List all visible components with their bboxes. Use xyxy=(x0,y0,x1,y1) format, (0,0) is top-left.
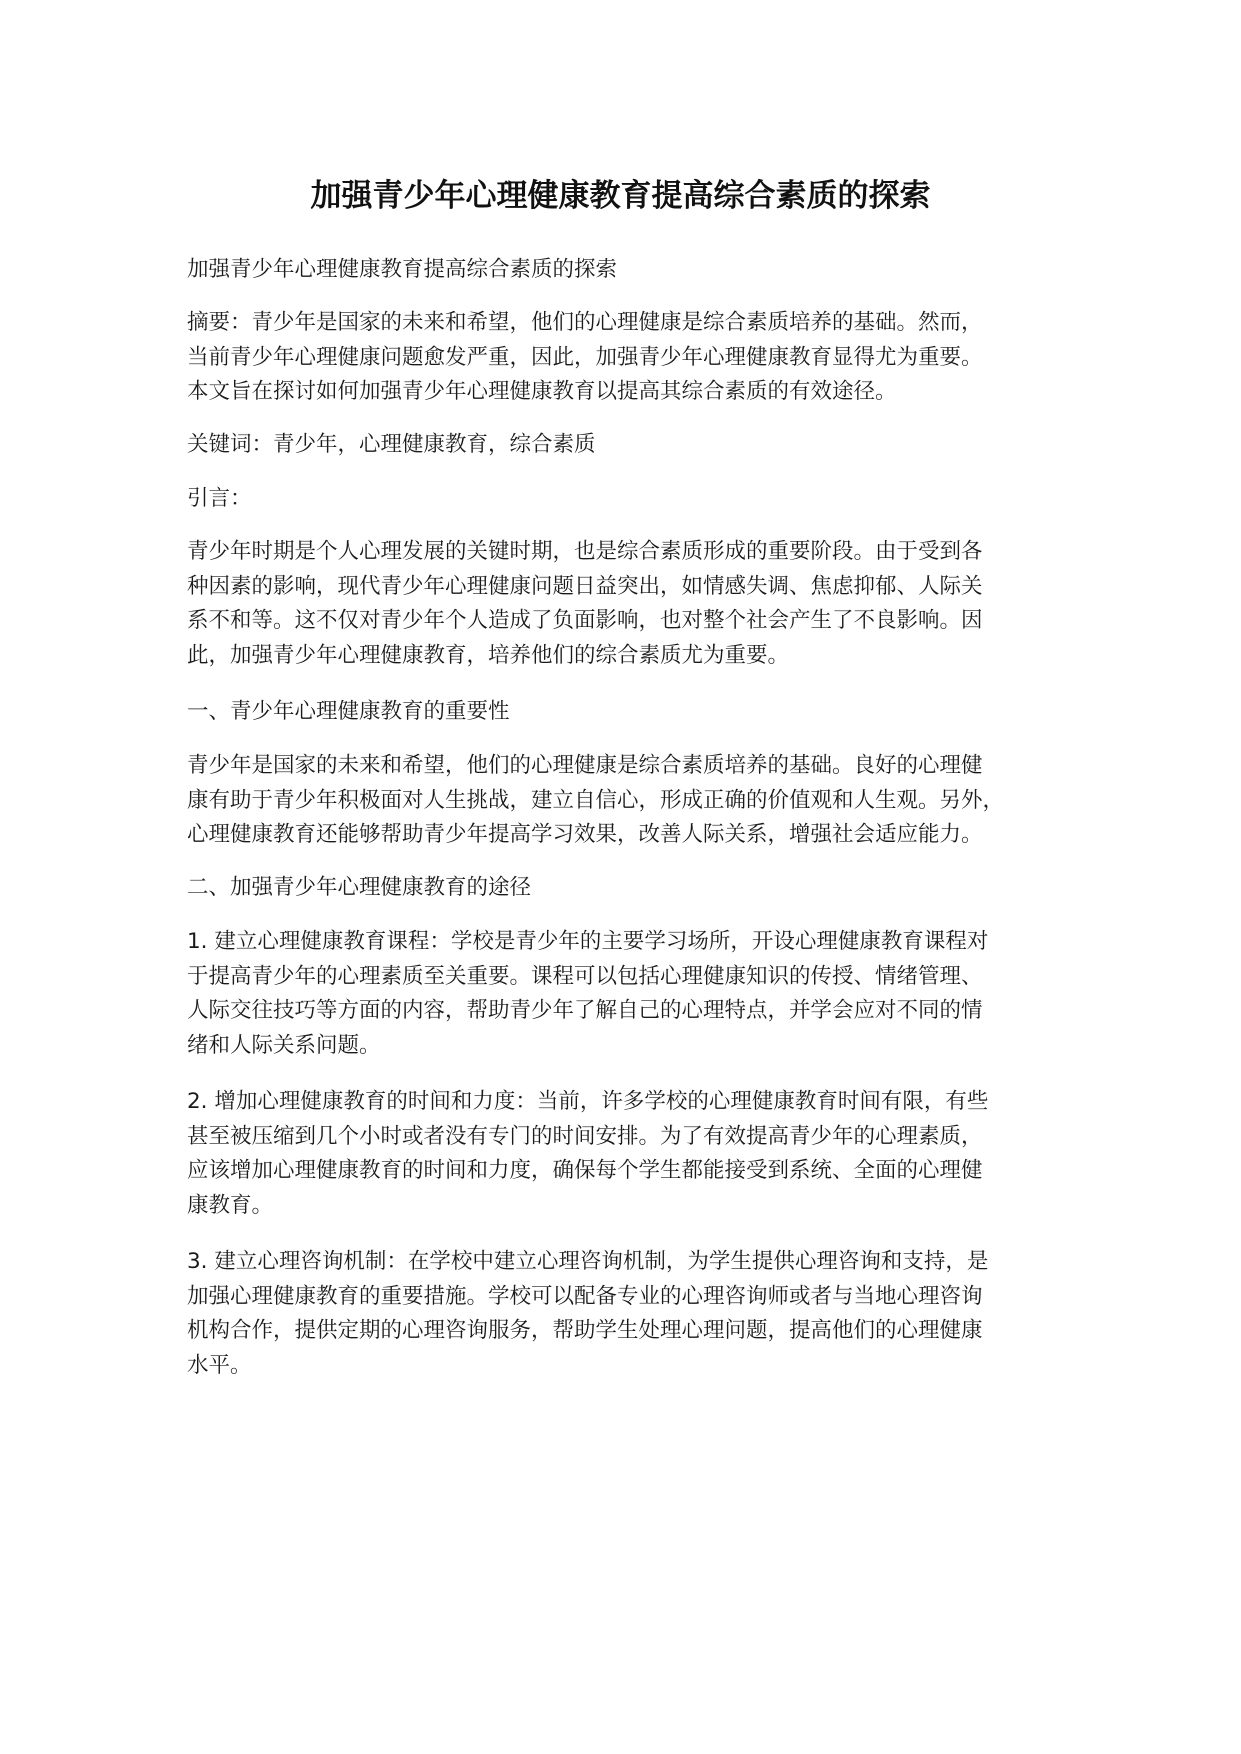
list-item-line: 加强心理健康教育的重要措施。学校可以配备专业的心理咨询师或者与当地心理咨询 xyxy=(187,1283,983,1309)
subtitle-line: 加强青少年心理健康教育提高综合素质的探索 xyxy=(187,257,618,282)
list-item-line: 应该增加心理健康教育的时间和力度，确保每个学生都能接受到系统、全面的心理健 xyxy=(187,1158,983,1183)
list-item-line: 机构合作，提供定期的心理咨询服务，帮助学生处理心理问题，提高他们的心理健康 xyxy=(187,1318,983,1343)
intro-line: 青少年时期是个人心理发展的关键时期，也是综合素质形成的重要阶段。由于受到各 xyxy=(187,539,983,564)
list-item-line: 人际交往技巧等方面的内容，帮助青少年了解自己的心理特点，并学会应对不同的情 xyxy=(187,998,983,1023)
list-item-1 xyxy=(187,925,1067,1063)
document-title: 加强青少年心理健康教育提高综合素质的探索 xyxy=(310,178,931,214)
section2-heading xyxy=(187,871,1067,906)
section1-heading xyxy=(187,695,1067,730)
list-item-line: 绪和人际关系问题。 xyxy=(187,1032,381,1058)
section2-heading-text: 二、加强青少年心理健康教育的途径 xyxy=(187,875,532,900)
intro-paragraph xyxy=(187,535,1067,673)
abstract-line: 摘要：青少年是国家的未来和希望，他们的心理健康是综合素质培养的基础。然而， xyxy=(187,310,983,335)
list-item-line: 2. 增加心理健康教育的时间和力度：当前，许多学校的心理健康教育时间有限，有些 xyxy=(187,1089,989,1114)
abstract-line: 当前青少年心理健康问题愈发严重，因此，加强青少年心理健康教育显得尤为重要。 xyxy=(187,344,983,370)
abstract-line: 本文旨在探讨如何加强青少年心理健康教育以提高其综合素质的有效途径。 xyxy=(187,379,897,404)
list-item-2 xyxy=(187,1085,1067,1223)
list-item-line: 甚至被压缩到几个小时或者没有专门的时间安排。为了有效提高青少年的心理素质， xyxy=(187,1123,983,1149)
keywords-text: 关键词：青少年，心理健康教育，综合素质 xyxy=(187,432,596,457)
list-item-line: 1. 建立心理健康教育课程：学校是青少年的主要学习场所，开设心理健康教育课程对 xyxy=(187,929,989,954)
keywords-line xyxy=(187,428,1067,463)
intro-heading-text: 引言： xyxy=(187,486,252,511)
list-item-line: 水平。 xyxy=(187,1352,252,1378)
list-item-line: 康教育。 xyxy=(187,1192,274,1218)
section1-paragraph xyxy=(187,749,1067,853)
section1-line: 心理健康教育还能够帮助青少年提高学习效果，改善人际关系，增强社会适应能力。 xyxy=(187,822,983,847)
section1-line: 青少年是国家的未来和希望，他们的心理健康是综合素质培养的基础。良好的心理健 xyxy=(187,753,983,778)
section1-line: 康有助于青少年积极面对人生挑战，建立自信心，形成正确的价值观和人生观。另外， xyxy=(187,787,1005,813)
intro-line: 系不和等。这不仅对青少年个人造成了负面影响，也对整个社会产生了不良影响。因 xyxy=(187,608,983,633)
document-subtitle xyxy=(187,253,1067,288)
abstract-paragraph xyxy=(187,306,1067,410)
intro-heading xyxy=(187,482,1067,517)
list-item-line: 3. 建立心理咨询机制：在学校中建立心理咨询机制，为学生提供心理咨询和支持，是 xyxy=(187,1249,989,1274)
list-item-line: 于提高青少年的心理素质至关重要。课程可以包括心理健康知识的传授、情绪管理、 xyxy=(187,963,983,989)
intro-line: 种因素的影响，现代青少年心理健康问题日益突出，如情感失调、焦虑抑郁、人际关 xyxy=(187,573,983,599)
intro-line: 此，加强青少年心理健康教育，培养他们的综合素质尤为重要。 xyxy=(187,642,790,668)
list-item-3 xyxy=(187,1245,1067,1383)
section1-heading-text: 一、青少年心理健康教育的重要性 xyxy=(187,699,510,724)
